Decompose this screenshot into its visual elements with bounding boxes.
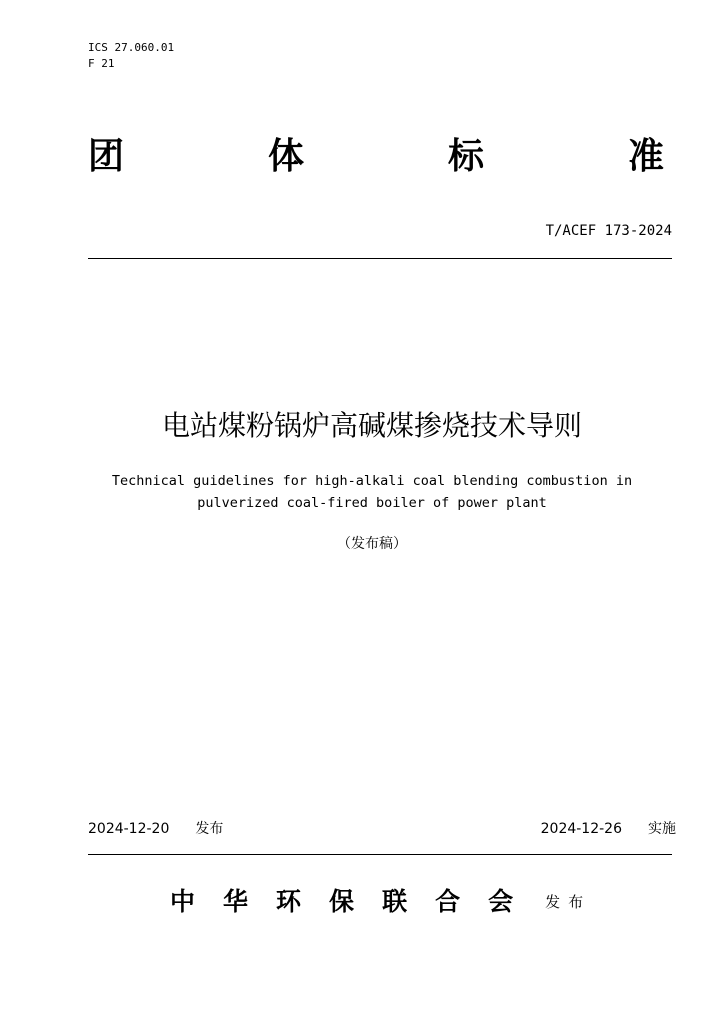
issuer-name bbox=[170, 880, 513, 924]
top-divider bbox=[88, 258, 672, 259]
implement-date: 2024-12-26 bbox=[540, 821, 622, 837]
issuer-char: 会 bbox=[488, 887, 514, 916]
ics-code: ICS 27.060.01 bbox=[88, 41, 175, 54]
issuer-char: 环 bbox=[276, 887, 302, 916]
publish-label: 发布 bbox=[195, 821, 224, 837]
category-char: 准 bbox=[627, 136, 664, 177]
issuer-char: 保 bbox=[329, 887, 355, 916]
issuer-char: 联 bbox=[382, 887, 408, 916]
issuer-block bbox=[170, 880, 591, 924]
category-char: 标 bbox=[447, 136, 484, 177]
issuer-issue-label: 发布 bbox=[545, 893, 592, 911]
bottom-divider bbox=[88, 854, 672, 855]
english-title-line: Technical guidelines for high-alkali coal blending combustion in bbox=[111, 473, 633, 489]
category-char: 团 bbox=[88, 136, 125, 177]
implement-label: 实施 bbox=[648, 821, 676, 837]
implement-date-block bbox=[541, 819, 676, 839]
standard-number: T/ACEF 173-2024 bbox=[545, 223, 672, 239]
category-char: 体 bbox=[267, 136, 304, 177]
publish-date-block bbox=[88, 819, 223, 839]
classification-codes bbox=[88, 40, 174, 72]
issuer-char: 中 bbox=[170, 887, 196, 916]
issuer-char: 华 bbox=[223, 887, 249, 916]
english-title bbox=[60, 470, 684, 514]
standard-category-title bbox=[88, 132, 664, 182]
draft-status: （发布稿） bbox=[337, 536, 407, 552]
ccs-code: F 21 bbox=[88, 57, 115, 70]
chinese-title: 电站煤粉锅炉高碱煤掺烧技术导则 bbox=[161, 409, 582, 442]
publish-date: 2024-12-20 bbox=[88, 821, 170, 837]
english-title-line: pulverized coal-fired boiler of power plant bbox=[197, 495, 547, 511]
issuer-char: 合 bbox=[435, 887, 461, 916]
